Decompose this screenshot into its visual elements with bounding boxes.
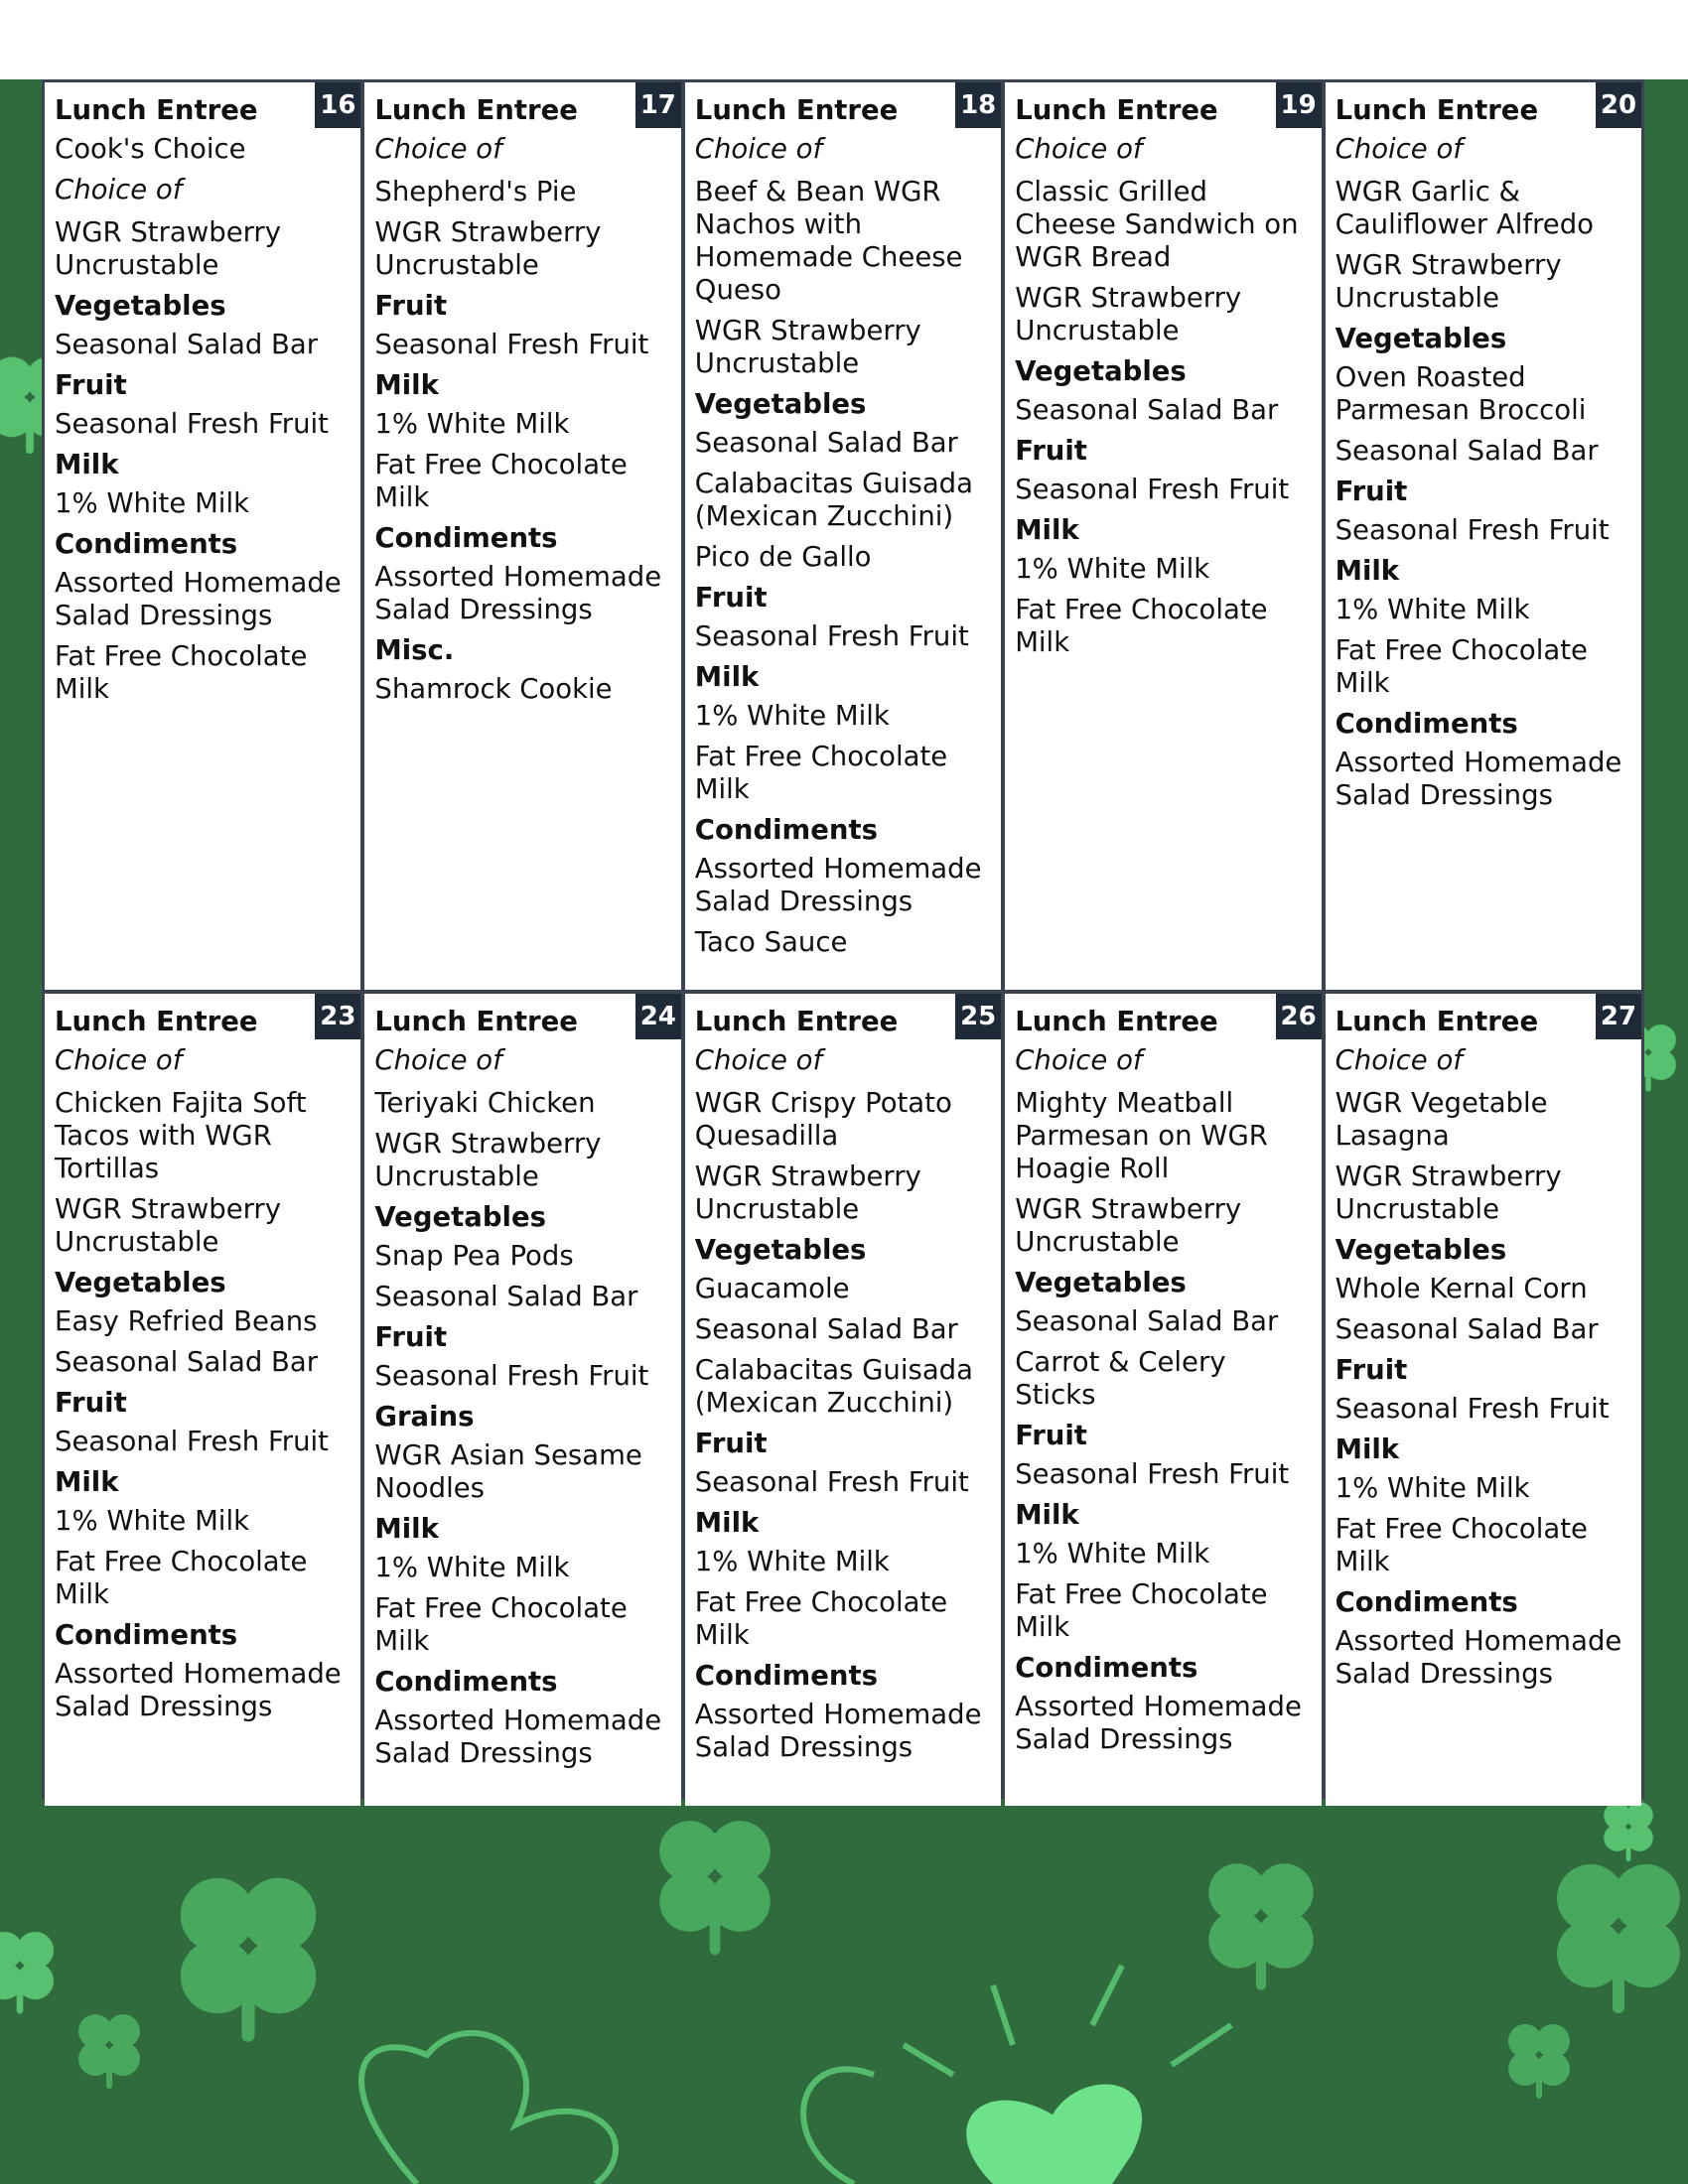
choice-note: Choice of — [1335, 133, 1463, 165]
choice-note: Choice of — [374, 133, 502, 165]
lunch-menu-calendar — [42, 79, 1644, 1799]
menu-category-heading: Vegetables — [1015, 1267, 1187, 1298]
menu-category-heading: Fruit — [55, 369, 127, 401]
menu-category-heading: Milk — [1335, 1433, 1400, 1465]
day-number: 23 — [315, 994, 360, 1039]
shamrock-icon — [1508, 2024, 1570, 2099]
day-number: 17 — [635, 82, 681, 128]
menu-item: Seasonal Salad Bar — [1335, 1313, 1599, 1345]
menu-item: Fat Free Chocolate Milk — [694, 741, 948, 805]
menu-item: WGR Garlic & Cauliflower Alfredo — [1335, 176, 1594, 240]
menu-item: Seasonal Fresh Fruit — [1335, 514, 1610, 546]
menu-item: Assorted Homemade Salad Dressings — [55, 567, 342, 631]
day-cell — [1326, 994, 1641, 1806]
menu-category-heading: Misc. — [374, 634, 455, 666]
day-cell — [1326, 82, 1641, 990]
menu-category-heading: Grains — [374, 1401, 475, 1433]
shamrock-icon — [1208, 1863, 1313, 1990]
menu-category-heading: Condiments — [1015, 1652, 1198, 1684]
menu-item: Fat Free Chocolate Milk — [1015, 594, 1268, 658]
menu-category-heading: Vegetables — [694, 388, 867, 420]
menu-category-heading: Lunch Entree — [694, 94, 899, 126]
day-number: 27 — [1596, 994, 1641, 1039]
menu-item: Seasonal Salad Bar — [694, 1313, 958, 1345]
menu-list — [1336, 1006, 1631, 1691]
menu-item: 1% White Milk — [374, 1552, 570, 1583]
menu-item: 1% White Milk — [55, 487, 250, 519]
menu-item: Assorted Homemade Salad Dressings — [55, 1658, 342, 1722]
menu-category-heading: Fruit — [55, 1387, 127, 1419]
day-number: 24 — [635, 994, 681, 1039]
menu-category-heading: Condiments — [374, 1666, 558, 1698]
menu-item: Seasonal Fresh Fruit — [1335, 1393, 1610, 1425]
menu-category-heading: Fruit — [694, 1428, 768, 1459]
menu-category-heading: Fruit — [1335, 476, 1408, 507]
menu-item: Seasonal Salad Bar — [1335, 435, 1599, 467]
menu-item: WGR Strawberry Uncrustable — [1015, 282, 1242, 346]
day-number: 19 — [1276, 82, 1322, 128]
menu-item: WGR Strawberry Uncrustable — [694, 315, 921, 379]
menu-item: Carrot & Celery Sticks — [1015, 1346, 1226, 1411]
day-number: 20 — [1596, 82, 1641, 128]
menu-category-heading: Condiments — [694, 1660, 878, 1692]
menu-item: Fat Free Chocolate Milk — [374, 449, 628, 513]
menu-category-heading: Milk — [1015, 514, 1079, 546]
menu-category-heading: Lunch Entree — [55, 94, 258, 126]
menu-item: WGR Strawberry Uncrustable — [1335, 1160, 1562, 1225]
shamrock-icon — [1604, 1802, 1653, 1861]
menu-item: 1% White Milk — [55, 1505, 250, 1537]
menu-item: Whole Kernal Corn — [1335, 1273, 1588, 1304]
menu-category-heading: Lunch Entree — [1335, 94, 1539, 126]
menu-item: Seasonal Salad Bar — [55, 1346, 319, 1378]
menu-list — [374, 1006, 670, 1770]
day-cell — [364, 82, 680, 990]
menu-item: Fat Free Chocolate Milk — [1015, 1578, 1268, 1643]
choice-note: Choice of — [1335, 1044, 1463, 1076]
menu-item: Seasonal Salad Bar — [55, 329, 319, 360]
menu-item: Fat Free Chocolate Milk — [55, 640, 308, 705]
menu-item: Pico de Gallo — [694, 541, 872, 573]
menu-list — [695, 1006, 991, 1764]
menu-item: 1% White Milk — [374, 408, 570, 440]
menu-category-heading: Milk — [55, 449, 119, 480]
menu-item: Seasonal Salad Bar — [1015, 394, 1279, 426]
menu-category-heading: Milk — [374, 369, 439, 401]
menu-category-heading: Lunch Entree — [1015, 94, 1218, 126]
choice-note: Choice of — [694, 133, 823, 165]
day-cell — [685, 994, 1001, 1806]
menu-item: Shamrock Cookie — [374, 673, 613, 705]
menu-category-heading: Vegetables — [1335, 323, 1507, 354]
menu-item: Seasonal Salad Bar — [374, 1281, 638, 1312]
day-cell — [1005, 82, 1321, 990]
menu-list — [695, 94, 991, 959]
menu-category-heading: Fruit — [1335, 1354, 1408, 1386]
menu-category-heading: Condiments — [1335, 1586, 1518, 1618]
menu-item: 1% White Milk — [1015, 1538, 1210, 1570]
menu-item: Assorted Homemade Salad Dressings — [374, 1705, 662, 1769]
menu-item: Classic Grilled Cheese Sandwich on WGR Bread — [1015, 176, 1299, 273]
menu-category-heading: Milk — [1335, 555, 1400, 587]
shamrock-icon — [78, 2014, 140, 2089]
menu-item: WGR Strawberry Uncrustable — [694, 1160, 921, 1225]
menu-item: 1% White Milk — [1335, 594, 1530, 625]
menu-category-heading: Vegetables — [55, 1267, 226, 1298]
day-cell — [1005, 994, 1321, 1806]
menu-item: WGR Strawberry Uncrustable — [55, 216, 282, 281]
shamrock-icon — [659, 1821, 771, 1955]
menu-category-heading: Milk — [55, 1466, 119, 1498]
choice-note: Choice of — [55, 1044, 183, 1076]
menu-item: 1% White Milk — [1335, 1472, 1530, 1504]
menu-item: Fat Free Chocolate Milk — [1335, 1513, 1588, 1577]
menu-category-heading: Condiments — [374, 522, 558, 554]
menu-item: WGR Strawberry Uncrustable — [374, 1128, 602, 1192]
menu-item: 1% White Milk — [694, 700, 890, 732]
menu-category-heading: Condiments — [55, 528, 238, 560]
menu-category-heading: Vegetables — [374, 1201, 546, 1233]
menu-list — [374, 94, 670, 706]
menu-item: Seasonal Fresh Fruit — [694, 1466, 969, 1498]
menu-item: Seasonal Fresh Fruit — [55, 1426, 329, 1457]
menu-item: 1% White Milk — [1015, 553, 1210, 585]
menu-item: Calabacitas Guisada (Mexican Zucchini) — [694, 1354, 973, 1419]
menu-category-heading: Condiments — [1335, 708, 1518, 740]
menu-item: Easy Refried Beans — [55, 1305, 318, 1337]
menu-item: Fat Free Chocolate Milk — [694, 1586, 948, 1651]
menu-item: Fat Free Chocolate Milk — [55, 1546, 308, 1610]
menu-item: Calabacitas Guisada (Mexican Zucchini) — [694, 468, 973, 532]
menu-category-heading: Fruit — [694, 582, 768, 614]
menu-item: Assorted Homemade Salad Dressings — [694, 853, 982, 917]
menu-item: Seasonal Fresh Fruit — [1015, 474, 1290, 505]
menu-item: Assorted Homemade Salad Dressings — [374, 561, 662, 625]
menu-item: Taco Sauce — [694, 926, 848, 958]
menu-item: Beef & Bean WGR Nachos with Homemade Cheese Queso — [694, 176, 963, 306]
menu-category-heading: Fruit — [374, 1321, 448, 1353]
menu-item: WGR Crispy Potato Quesadilla — [694, 1087, 952, 1152]
menu-item: Seasonal Fresh Fruit — [374, 1360, 649, 1392]
menu-category-heading: Lunch Entree — [374, 1006, 578, 1037]
menu-item: Assorted Homemade Salad Dressings — [694, 1699, 982, 1763]
day-number: 26 — [1276, 994, 1322, 1039]
menu-item: Guacamole — [694, 1273, 850, 1304]
menu-category-heading: Lunch Entree — [374, 94, 578, 126]
menu-item: Oven Roasted Parmesan Broccoli — [1335, 361, 1587, 426]
menu-item: WGR Vegetable Lasagna — [1335, 1087, 1548, 1152]
menu-item: Assorted Homemade Salad Dressings — [1015, 1691, 1302, 1755]
day-cell — [45, 994, 360, 1806]
menu-category-heading: Condiments — [55, 1619, 238, 1651]
menu-item: WGR Strawberry Uncrustable — [1015, 1193, 1242, 1258]
menu-category-heading: Vegetables — [55, 290, 226, 322]
day-cell — [685, 82, 1001, 990]
menu-category-heading: Vegetables — [1335, 1234, 1507, 1266]
menu-category-heading: Milk — [1015, 1499, 1079, 1531]
menu-item: Seasonal Salad Bar — [1015, 1305, 1279, 1337]
menu-item: Mighty Meatball Parmesan on WGR Hoagie Roll — [1015, 1087, 1268, 1184]
menu-item: WGR Strawberry Uncrustable — [374, 216, 602, 281]
menu-item: Seasonal Salad Bar — [694, 427, 958, 459]
day-number: 18 — [955, 82, 1001, 128]
menu-item: Shepherd's Pie — [374, 176, 577, 207]
choice-note: Choice of — [55, 174, 183, 205]
menu-category-heading: Vegetables — [1015, 355, 1187, 387]
shamrock-icon — [1557, 1864, 1680, 2013]
menu-item: Snap Pea Pods — [374, 1240, 574, 1272]
menu-item: Seasonal Fresh Fruit — [694, 620, 969, 652]
choice-note: Choice of — [374, 1044, 502, 1076]
menu-item: 1% White Milk — [694, 1546, 890, 1577]
menu-list — [1336, 94, 1631, 812]
menu-category-heading: Lunch Entree — [1015, 1006, 1218, 1037]
menu-item: Fat Free Chocolate Milk — [374, 1592, 628, 1657]
shamrock-icon — [0, 1932, 54, 2014]
day-number: 25 — [955, 994, 1001, 1039]
choice-note: Choice of — [1015, 1044, 1143, 1076]
menu-item: Seasonal Fresh Fruit — [1015, 1458, 1290, 1490]
menu-category-heading: Fruit — [1015, 1420, 1087, 1451]
menu-category-heading: Fruit — [1015, 435, 1087, 467]
menu-item: Seasonal Fresh Fruit — [374, 329, 649, 360]
menu-category-heading: Milk — [374, 1513, 439, 1545]
menu-item: WGR Strawberry Uncrustable — [55, 1193, 282, 1258]
menu-list — [55, 94, 351, 706]
day-cell — [364, 994, 680, 1806]
menu-item: Seasonal Fresh Fruit — [55, 408, 329, 440]
menu-list — [1015, 1006, 1311, 1756]
menu-item: Assorted Homemade Salad Dressings — [1335, 747, 1622, 811]
menu-item: Fat Free Chocolate Milk — [1335, 634, 1588, 699]
menu-category-heading: Condiments — [694, 814, 878, 846]
menu-list — [55, 1006, 351, 1723]
menu-item: Assorted Homemade Salad Dressings — [1335, 1625, 1622, 1690]
menu-category-heading: Lunch Entree — [55, 1006, 258, 1037]
menu-list — [1015, 94, 1311, 659]
day-number: 16 — [315, 82, 360, 128]
menu-item: WGR Asian Sesame Noodles — [374, 1439, 642, 1504]
menu-category-heading: Milk — [694, 1507, 760, 1539]
menu-item: Cook's Choice — [55, 133, 246, 165]
menu-category-heading: Milk — [694, 661, 760, 693]
day-cell — [45, 82, 360, 990]
menu-item: WGR Strawberry Uncrustable — [1335, 249, 1562, 314]
choice-note: Choice of — [694, 1044, 823, 1076]
menu-category-heading: Fruit — [374, 290, 448, 322]
menu-item: Chicken Fajita Soft Tacos with WGR Tortillas — [55, 1087, 307, 1184]
menu-category-heading: Lunch Entree — [1335, 1006, 1539, 1037]
choice-note: Choice of — [1015, 133, 1143, 165]
shamrock-icon — [181, 1878, 316, 2042]
menu-category-heading: Vegetables — [694, 1234, 867, 1266]
menu-category-heading: Lunch Entree — [694, 1006, 899, 1037]
menu-item: Teriyaki Chicken — [374, 1087, 596, 1119]
